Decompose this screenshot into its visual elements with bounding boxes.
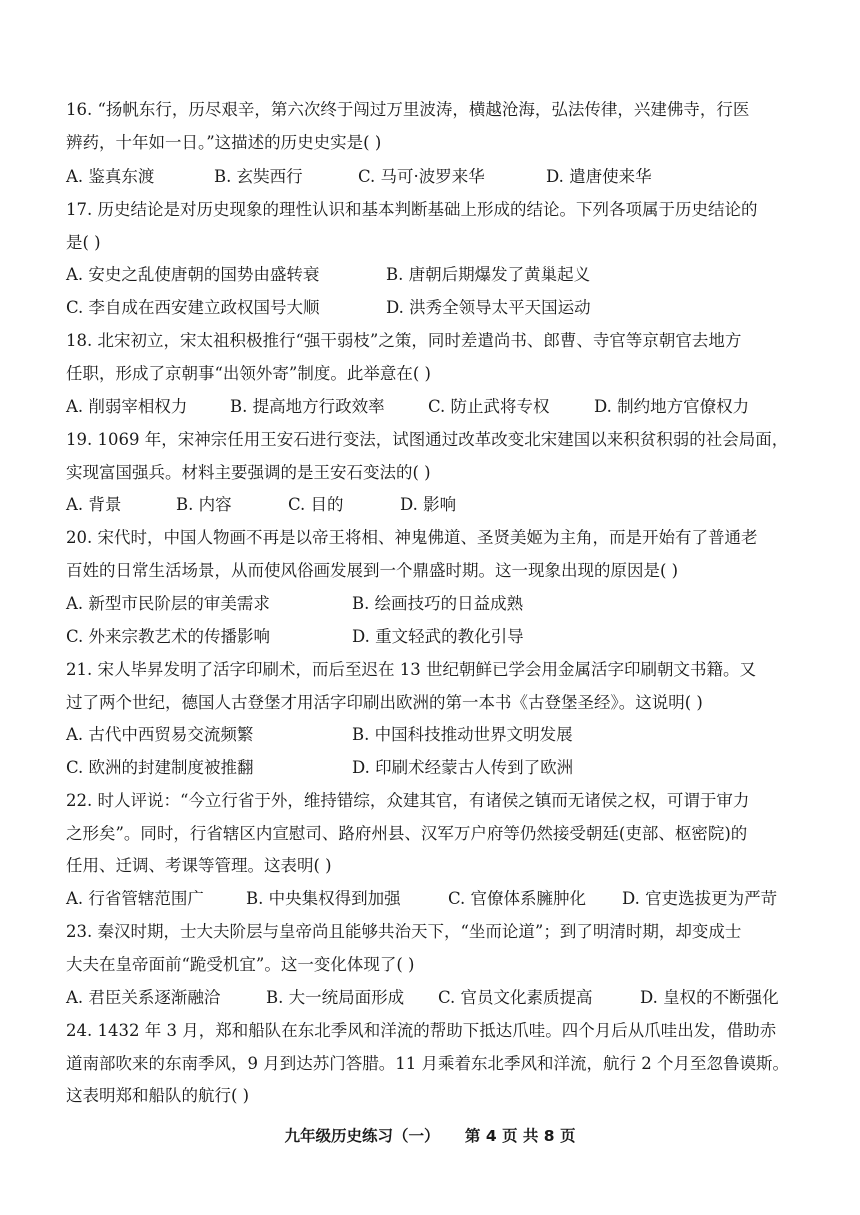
q17-option-b[interactable]: B. 唐朝后期爆发了黄巢起义	[386, 265, 591, 284]
q24-stem-line-1: 24. 1432 年 3 月，郑和船队在东北季风和洋流的帮助下抵达爪哇。四个月后从爪哇出发，借助赤	[66, 1021, 777, 1040]
q22-option-b[interactable]: B. 中央集权得到加强	[246, 889, 401, 908]
q20-option-b[interactable]: B. 绘画技巧的日益成熟	[352, 594, 524, 613]
q22-option-d[interactable]: D. 官吏选拔更为严苛	[622, 889, 778, 908]
q17-option-c[interactable]: C. 李自成在西安建立政权国号大顺	[66, 298, 320, 317]
q21-option-d[interactable]: D. 印刷术经蒙古人传到了欧洲	[352, 758, 574, 777]
q16-stem-line-2: 辨药，十年如一日。”这描述的历史史实是( )	[66, 133, 382, 152]
q19-option-d[interactable]: D. 影响	[400, 495, 457, 514]
q22-option-a[interactable]: A. 行省管辖范围广	[66, 889, 204, 908]
q21-option-a[interactable]: A. 古代中西贸易交流频繁	[66, 725, 254, 744]
q19-option-a[interactable]: A. 背景	[66, 495, 122, 514]
q23-stem-line-1: 23. 秦汉时期，士大夫阶层与皇帝尚且能够共治天下，“坐而论道”；到了明清时期，却变成士	[66, 922, 742, 941]
q16-option-d[interactable]: D. 遣唐使来华	[546, 167, 652, 186]
q19-option-c[interactable]: C. 目的	[288, 495, 344, 514]
q23-stem-line-2: 大夫在皇帝面前“跪受机宜”。这一变化体现了( )	[66, 955, 415, 974]
q18-option-a[interactable]: A. 削弱宰相权力	[66, 397, 188, 416]
q18-stem-line-2: 任职，形成了京朝事“出领外寄”制度。此举意在( )	[66, 364, 431, 383]
q23-option-d[interactable]: D. 皇权的不断强化	[640, 988, 779, 1007]
q23-option-a[interactable]: A. 君臣关系逐渐融洽	[66, 988, 221, 1007]
q17-option-d[interactable]: D. 洪秀全领导太平天国运动	[386, 298, 591, 317]
q18-option-d[interactable]: D. 制约地方官僚权力	[594, 397, 750, 416]
q17-stem-line-2: 是( )	[66, 233, 101, 252]
q21-option-c[interactable]: C. 欧洲的封建制度被推翻	[66, 758, 254, 777]
q19-option-b[interactable]: B. 内容	[176, 495, 232, 514]
q16-option-c[interactable]: C. 马可·波罗来华	[358, 167, 485, 186]
page-footer	[0, 1124, 860, 1146]
q16-option-b[interactable]: B. 玄奘西行	[214, 167, 303, 186]
q24-stem-line-2: 道南部吹来的东南季风，9 月到达苏门答腊。11 月乘着东北季风和洋流，航行 2 个月至忽鲁谟斯。	[66, 1054, 789, 1073]
q19-stem-line-2: 实现富国强兵。材料主要强调的是王安石变法的( )	[66, 463, 431, 482]
q20-option-a[interactable]: A. 新型市民阶层的审美需求	[66, 594, 270, 613]
q24-stem-line-3: 这表明郑和船队的航行( )	[66, 1086, 250, 1105]
footer-page-number: 第 4 页 共 8 页	[464, 1127, 576, 1145]
q18-option-b[interactable]: B. 提高地方行政效率	[230, 397, 385, 416]
q22-stem-line-1: 22. 时人评说：“今立行省于外，维持错综，众建其官，有诸侯之镇而无诸侯之权，可谓于审力	[66, 791, 750, 810]
q18-option-c[interactable]: C. 防止武将专权	[428, 397, 550, 416]
q18-stem-line-1: 18. 北宋初立，宋太祖积极推行“强干弱枝”之策，同时差遣尚书、郎曹、寺官等京朝官去地方	[66, 331, 742, 350]
q22-stem-line-3: 任用、迁调、考课等管理。这表明( )	[66, 856, 332, 875]
q22-stem-line-2: 之形矣”。同时，行省辖区内宣慰司、路府州县、汉军万户府等仍然接受朝廷(吏部、枢密院)的	[66, 824, 748, 843]
q16-option-a[interactable]: A. 鉴真东渡	[66, 167, 155, 186]
footer-title: 九年级历史练习（一）	[284, 1127, 440, 1145]
q21-stem-line-1: 21. 宋人毕昇发明了活字印刷术，而后至迟在 13 世纪朝鲜已学会用金属活字印刷朝文书籍。又	[66, 660, 756, 679]
q17-stem-line-1: 17. 历史结论是对历史现象的理性认识和基本判断基础上形成的结论。下列各项属于历史结论的	[66, 200, 758, 219]
q20-option-c[interactable]: C. 外来宗教艺术的传播影响	[66, 627, 271, 646]
q20-stem-line-2: 百姓的日常生活场景，从而使风俗画发展到一个鼎盛时期。这一现象出现的原因是( )	[66, 561, 679, 580]
q20-stem-line-1: 20. 宋代时，中国人物画不再是以帝王将相、神鬼佛道、圣贤美姬为主角，而是开始有了普通老	[66, 528, 758, 547]
q22-option-c[interactable]: C. 官僚体系臃肿化	[448, 889, 587, 908]
q17-option-a[interactable]: A. 安史之乱使唐朝的国势由盛转衰	[66, 265, 320, 284]
q16-stem-line-1: 16. “扬帆东行，历尽艰辛，第六次终于闯过万里波涛，横越沧海，弘法传律，兴建佛寺，行医	[66, 100, 750, 119]
q23-option-c[interactable]: C. 官员文化素质提高	[438, 988, 593, 1007]
q19-stem-line-1: 19. 1069 年，宋神宗任用王安石进行变法，试图通过改革改变北宋建国以来积贫积弱的社会局面，	[66, 430, 789, 449]
q23-option-b[interactable]: B. 大一统局面形成	[266, 988, 405, 1007]
q21-option-b[interactable]: B. 中国科技推动世界文明发展	[352, 725, 573, 744]
q20-option-d[interactable]: D. 重文轻武的教化引导	[352, 627, 524, 646]
q21-stem-line-2: 过了两个世纪，德国人古登堡才用活字印刷出欧洲的第一本书《古登堡圣经》。这说明( )	[66, 693, 703, 712]
